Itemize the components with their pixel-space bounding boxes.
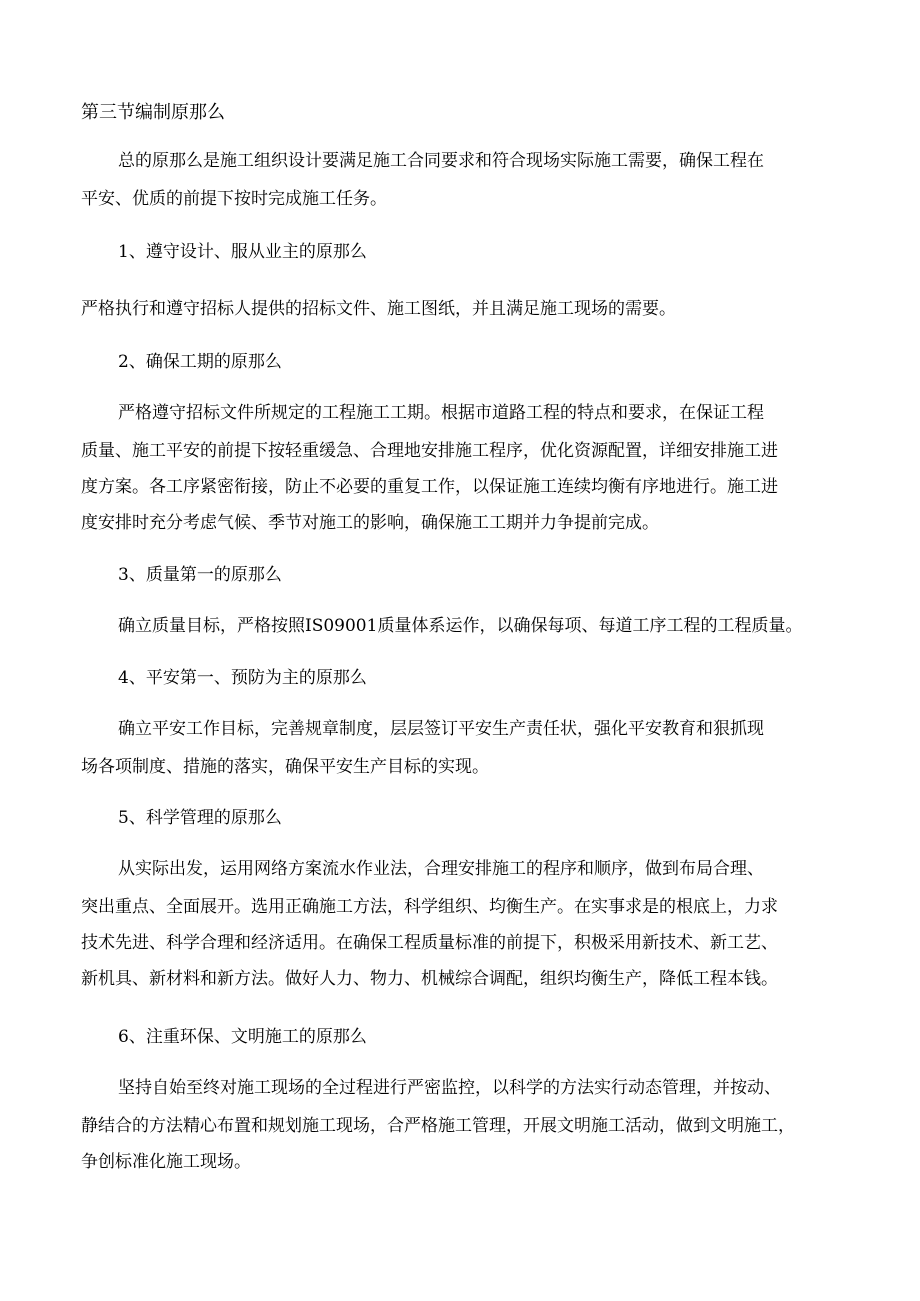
paragraph-line: 技术先进、科学合理和经济适用。在确保工程质量标准的前提下，积极采用新技术、新工艺、 — [81, 933, 778, 953]
paragraph-line: 质量、施工平安的前提下按轻重缓急、合理地安排施工程序，优化资源配置，详细安排施工进 — [81, 441, 778, 461]
principle-heading-5: 5、科学管理的原那么 — [118, 808, 282, 828]
paragraph-line: 度方案。各工序紧密衔接，防止不必要的重复工作，以保证施工连续均衡有序地进行。施工进 — [81, 477, 778, 497]
paragraph-line: 从实际出发，运用网络方案流水作业法，合理安排施工的程序和顺序，做到布局合理、 — [118, 859, 764, 879]
paragraph-line: 坚持自始至终对施工现场的全过程进行严密监控，以科学的方法实行动态管理，并按动、 — [118, 1078, 781, 1098]
paragraph-line: 确立质量目标，严格按照IS09001质量体系运作，以确保每项、每道工序工程的工程质量。 — [118, 616, 803, 636]
paragraph-line: 新机具、新材料和新方法。做好人力、物力、机械综合调配，组织均衡生产，降低工程本钱。 — [81, 969, 778, 989]
principle-heading-4: 4、平安第一、预防为主的原那么 — [118, 668, 367, 688]
paragraph-line: 静结合的方法精心布置和规划施工现场，合严格施工管理，开展文明施工活动，做到文明施工， — [81, 1116, 795, 1136]
principle-heading-3: 3、质量第一的原那么 — [118, 565, 282, 585]
paragraph-line: 平安、优质的前提下按时完成施工任务。 — [81, 189, 387, 209]
principle-heading-2: 2、确保工期的原那么 — [118, 352, 282, 372]
paragraph-line: 严格遵守招标文件所规定的工程施工工期。根据市道路工程的特点和要求，在保证工程 — [118, 403, 764, 423]
paragraph-line: 严格执行和遵守招标人提供的招标文件、施工图纸，并且满足施工现场的需要。 — [81, 299, 676, 319]
principle-heading-6: 6、注重环保、文明施工的原那么 — [118, 1027, 367, 1047]
paragraph-line: 突出重点、全面展开。选用正确施工方法，科学组织、均衡生产。在实事求是的根底上，力求 — [81, 897, 778, 917]
paragraph-line: 场各项制度、措施的落实，确保平安生产目标的实现。 — [81, 757, 489, 777]
paragraph-line: 总的原那么是施工组织设计要满足施工合同要求和符合现场实际施工需要，确保工程在 — [118, 151, 764, 171]
paragraph-line: 确立平安工作目标，完善规章制度，层层签订平安生产责任状，强化平安教育和狠抓现 — [118, 719, 764, 739]
section-title: 第三节编制原那么 — [81, 102, 225, 123]
paragraph-line: 争创标准化施工现场。 — [81, 1152, 251, 1172]
principle-heading-1: 1、遵守设计、服从业主的原那么 — [118, 242, 367, 262]
paragraph-line: 度安排时充分考虑气候、季节对施工的影响，确保施工工期并力争提前完成。 — [81, 513, 659, 533]
